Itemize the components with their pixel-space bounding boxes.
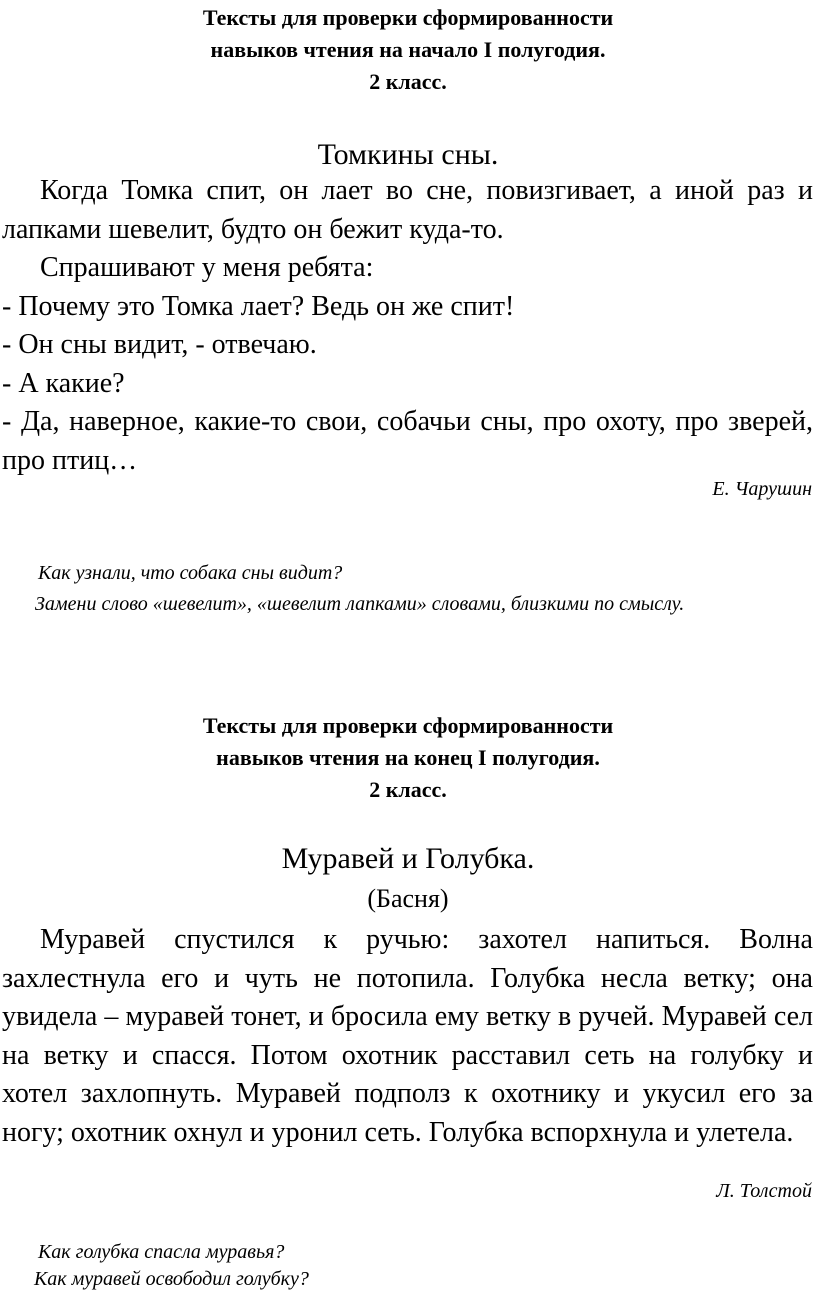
section1-dialogue-line-1: - Почему это Томка лает? Ведь он же спит! [2,290,515,322]
section1-story-body [2,172,813,480]
section1-author: Е. Чарушин [712,478,812,500]
section1-heading-line2: навыков чтения на начало I полугодия. [210,37,606,62]
section1-dialogue-line-4: - Да, наверное, какие-то свои, собачьи сны, про охоту, про зверей, про птиц… [2,406,813,476]
section1-paragraph-2: Спрашивают у меня ребята: [40,252,374,283]
section2-heading [0,710,816,806]
section1-dialogue-line-3: - А какие? [2,367,125,399]
section1-heading-line3: 2 класс. [369,69,447,94]
section2-heading-line2: навыков чтения на конец I полугодия. [216,745,600,770]
section1-heading [0,2,816,98]
section2-paragraph: Муравей спустился к ручью: захотел напиться. Волна захлестнула его и чуть не потопила. Голубка несла ветку; она увидела – муравей тонет, и бросила ему ветку в ручей. Муравей сел на ветку и спасся. Потом охотник расставил сеть на голубку и хотел захлопнуть. Муравей подполз к охотнику и укусил его за ногу; охотник охнул и уронил сеть. Голубка вспорхнула и улетела. [2,924,813,1148]
section2-author: Л. Толстой [716,1180,812,1202]
section1-dialogue-line-2: - Он сны видит, - отвечаю. [2,329,317,360]
section2-story-body [2,921,813,1152]
section1-paragraph-1: Когда Томка спит, он лает во сне, повизгивает, а иной раз и лапками шевелит, будто он бежит куда-то. [2,175,813,245]
section2-story-subtitle: (Басня) [367,884,449,913]
section2-heading-line3: 2 класс. [369,777,447,802]
section1-question-1: Как узнали, что собака сны видит? [38,562,343,584]
section1-question-2: Замени слово «шевелит», «шевелит лапками» словами, близкими по смыслу. [35,593,685,615]
section2-heading-line1: Тексты для проверки сформированности [202,713,614,738]
section2-question-1: Как голубка спасла муравья? [38,1241,285,1263]
section2-question-2: Как муравей освободил голубку? [34,1268,309,1290]
section1-heading-line1: Тексты для проверки сформированности [202,5,614,30]
section1-story-title: Томкины сны. [317,138,499,171]
section2-story-title: Муравей и Голубка. [281,842,535,875]
